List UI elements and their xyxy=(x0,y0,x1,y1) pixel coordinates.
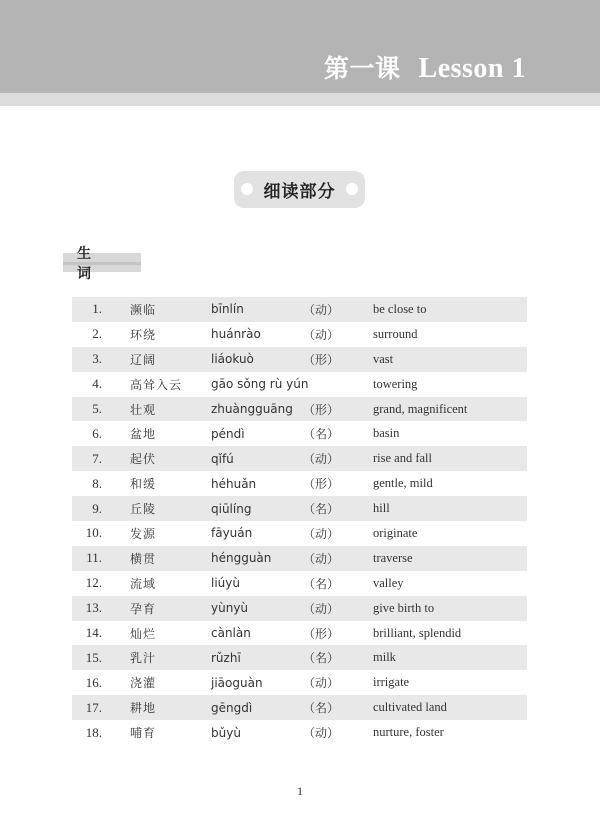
lesson-title-cn: 第一课 xyxy=(324,54,401,83)
vocab-word: 孕育 xyxy=(130,601,157,616)
vocab-part-of-speech: （形） xyxy=(303,626,340,641)
vocab-number: 9. xyxy=(92,500,102,516)
vocab-pinyin: qiūlíng xyxy=(211,501,252,516)
vocab-number: 3. xyxy=(92,351,102,367)
vocab-pinyin: rǔzhī xyxy=(211,650,241,665)
vocab-word: 流域 xyxy=(130,576,157,591)
vocab-number: 14. xyxy=(85,625,102,641)
vocab-word: 乳汁 xyxy=(130,651,157,666)
header-accent-band xyxy=(0,93,600,106)
vocab-pinyin: péndì xyxy=(211,426,245,441)
vocab-pinyin: bīnlín xyxy=(211,302,244,317)
vocab-number: 1. xyxy=(92,301,102,317)
vocab-row xyxy=(72,596,527,621)
vocab-word: 和缓 xyxy=(130,477,157,492)
vocab-meaning: towering xyxy=(373,376,418,391)
vocab-number: 12. xyxy=(85,575,102,591)
vocab-row xyxy=(72,521,527,546)
vocab-part-of-speech: （名） xyxy=(303,651,340,666)
vocab-part-of-speech: （动） xyxy=(303,302,340,317)
vocab-meaning: nurture, foster xyxy=(373,725,444,740)
vocab-row xyxy=(72,571,527,596)
vocab-word: 耕地 xyxy=(130,701,157,716)
vocab-pinyin: yùnyù xyxy=(211,601,249,616)
vocab-meaning: rise and fall xyxy=(373,451,433,466)
vocab-row xyxy=(72,670,527,695)
vocab-meaning: cultivated land xyxy=(373,700,447,715)
vocab-part-of-speech: （名） xyxy=(303,502,340,517)
vocab-pinyin: jiāoguàn xyxy=(211,675,263,690)
vocab-meaning: surround xyxy=(373,326,418,341)
vocab-number: 7. xyxy=(92,450,102,466)
vocabulary-heading xyxy=(63,245,141,282)
vocab-pinyin: qǐfú xyxy=(211,451,234,466)
vocab-number: 2. xyxy=(92,326,102,342)
vocab-part-of-speech: （动） xyxy=(303,676,340,691)
vocab-word: 起伏 xyxy=(130,452,157,467)
vocab-pinyin: cànlàn xyxy=(211,626,251,641)
vocab-meaning: irrigate xyxy=(373,675,410,690)
vocab-row xyxy=(72,297,527,322)
vocab-pinyin: gēngdì xyxy=(211,700,253,715)
vocab-row xyxy=(72,496,527,521)
vocab-word: 辽阔 xyxy=(130,352,157,367)
vocab-part-of-speech: （形） xyxy=(303,477,340,492)
vocab-pinyin: fāyuán xyxy=(211,526,253,541)
pill-dot-right-icon xyxy=(346,183,358,195)
vocab-word: 横贯 xyxy=(130,551,157,566)
vocab-meaning: gentle, mild xyxy=(373,476,433,491)
page-number: 1 xyxy=(297,784,303,798)
vocab-row xyxy=(72,645,527,670)
vocab-meaning: traverse xyxy=(373,550,413,565)
vocab-number: 17. xyxy=(85,699,102,715)
vocab-number: 10. xyxy=(85,525,102,541)
vocab-part-of-speech: （动） xyxy=(303,526,340,541)
vocab-row xyxy=(72,372,527,397)
vocab-word: 壮观 xyxy=(130,402,157,417)
vocab-row xyxy=(72,397,527,422)
vocab-number: 4. xyxy=(92,376,102,392)
vocab-word: 灿烂 xyxy=(130,626,157,641)
vocab-pinyin: zhuàngguāng xyxy=(211,402,293,416)
vocab-part-of-speech: （动） xyxy=(303,327,340,342)
vocab-part-of-speech: （动） xyxy=(303,452,340,467)
section-heading xyxy=(234,171,365,208)
vocab-number: 16. xyxy=(85,674,102,690)
vocab-pinyin: bǔyù xyxy=(211,725,241,740)
vocab-row xyxy=(72,546,527,571)
vocab-row xyxy=(72,621,527,646)
vocab-part-of-speech: （动） xyxy=(303,601,340,616)
lesson-title-en: Lesson 1 xyxy=(418,53,526,84)
vocabulary-table xyxy=(72,297,527,745)
vocab-meaning: milk xyxy=(373,650,396,665)
vocab-meaning: valley xyxy=(373,575,404,590)
vocab-word: 濒临 xyxy=(130,302,157,317)
vocab-word: 盆地 xyxy=(130,427,157,442)
vocab-row xyxy=(72,446,527,471)
vocab-part-of-speech: （名） xyxy=(303,576,340,591)
vocab-part-of-speech: （形） xyxy=(303,402,340,417)
vocab-row xyxy=(72,421,527,446)
vocab-part-of-speech: （动） xyxy=(303,726,340,741)
section-heading-label: 细读部分 xyxy=(263,182,336,202)
vocab-part-of-speech: （动） xyxy=(303,551,340,566)
vocab-number: 18. xyxy=(85,724,102,740)
vocab-row xyxy=(72,322,527,347)
vocab-row xyxy=(72,347,527,372)
vocab-meaning: brilliant, splendid xyxy=(373,625,462,640)
vocab-meaning: grand, magnificent xyxy=(373,401,468,416)
vocab-pinyin: gāo sǒng rù yún xyxy=(211,377,309,392)
vocab-word: 浇灌 xyxy=(130,676,157,691)
vocab-pinyin: héngguàn xyxy=(211,551,272,566)
vocab-meaning: give birth to xyxy=(373,600,435,615)
vocab-number: 15. xyxy=(85,649,102,665)
vocab-row xyxy=(72,695,527,720)
vocab-part-of-speech: （名） xyxy=(303,701,340,716)
vocab-meaning: vast xyxy=(373,351,394,366)
vocab-word: 环绕 xyxy=(130,327,157,342)
vocab-pinyin: huánrào xyxy=(211,327,261,342)
pill-dot-left-icon xyxy=(241,183,253,195)
vocab-pinyin: liúyù xyxy=(211,576,240,591)
vocab-number: 6. xyxy=(92,425,102,441)
vocab-number: 13. xyxy=(85,600,102,616)
vocab-meaning: originate xyxy=(373,525,418,540)
vocab-number: 8. xyxy=(92,475,102,491)
vocab-part-of-speech: （形） xyxy=(303,352,340,367)
vocab-part-of-speech: （名） xyxy=(303,427,340,442)
vocab-word: 高耸入云 xyxy=(130,377,183,392)
vocab-pinyin: liáokuò xyxy=(211,352,254,367)
vocab-meaning: basin xyxy=(373,426,400,441)
vocab-row xyxy=(72,720,527,745)
lesson-header-band xyxy=(0,0,600,93)
vocab-meaning: be close to xyxy=(373,301,427,316)
vocabulary-heading-label: 生词 xyxy=(77,245,111,282)
vocab-number: 5. xyxy=(92,401,102,416)
vocab-word: 哺育 xyxy=(130,726,157,741)
vocab-word: 丘陵 xyxy=(130,502,157,517)
vocab-number: 11. xyxy=(86,550,102,566)
lesson-title xyxy=(324,49,526,85)
vocab-pinyin: héhuǎn xyxy=(211,476,257,491)
vocab-word: 发源 xyxy=(130,526,157,541)
vocab-row xyxy=(72,471,527,496)
vocab-meaning: hill xyxy=(373,501,390,516)
